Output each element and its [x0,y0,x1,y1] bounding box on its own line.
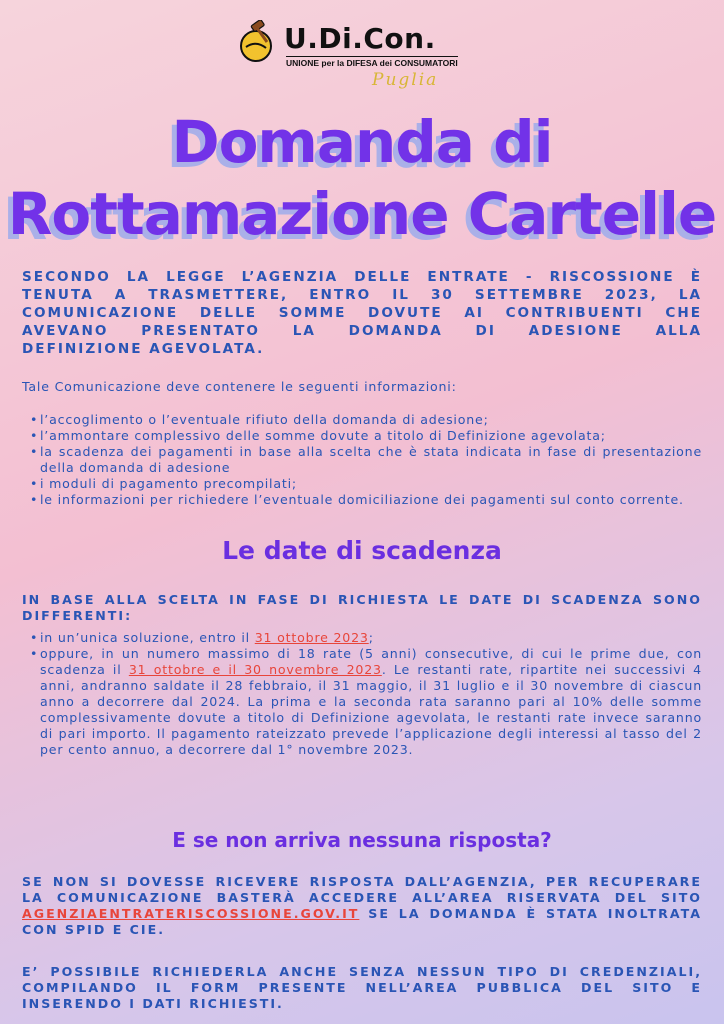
date-highlight: 31 ottobre 2023 [254,630,369,645]
item-text: ; [368,630,374,645]
dates-intro: IN BASE ALLA SCELTA IN FASE DI RICHIESTA LE DATE DI SCADENZA SONO DIFFERENTI: [22,592,702,623]
agency-website-link[interactable]: AGENZIAENTRATERISCOSSIONE.GOV.IT [22,906,360,921]
no-response-after: SE LA DOMANDA È STATA INOLTRATA CON SPID E CIE. [22,906,702,937]
page-title-line2: Rottamazione Cartelle [7,180,717,248]
list-item [30,646,702,758]
date-highlight: 31 ottobre e il 30 novembre 2023 [128,662,382,677]
list-item: • l’accoglimento o l’eventuale rifiuto della domanda di adesione; [30,412,702,428]
udicon-logo [236,14,476,94]
intro-line: DEFINIZIONE AGEVOLATA. [22,341,265,357]
page-title-line1: Domanda di [171,108,553,176]
no-response-before: SE NON SI DOVESSE RICEVERE RISPOSTA DALL’AGENZIA, PER RECUPERARE LA COMUNICAZIONE BASTERÀ ACCEDERE ALL’AREA RISERVATA DEL SITO [22,874,702,905]
dates-heading: Le date di scadenza [222,536,502,565]
intro-paragraph [22,268,702,358]
intro-line: SECONDO LA LEGGE L’AGENZIA DELLE ENTRATE - RISCOSSIONE È [22,269,702,285]
list-item [30,630,702,646]
intro-line: COMUNICAZIONE DELLE SOMME DOVUTE AI CONTRIBUENTI CHE [22,305,702,321]
possible-text: E’ POSSIBILE RICHIEDERLA ANCHE SENZA NESSUN TIPO DI CREDENZIALI, COMPILANDO IL FORM PRESENTE NELL’AREA PUBBLICA DEL SITO E INSERENDO I DATI RICHIESTI. [22,964,702,1011]
dates-list [30,630,702,758]
list-item: • la scadenza dei pagamenti in base alla scelta che è stata indicata in fase di presentazione della domanda di adesione [30,444,702,476]
item-text: in un’unica soluzione, entro il [40,630,255,645]
list-item: • le informazioni per richiedere l’eventuale domiciliazione dei pagamenti sul conto corrente. [30,492,702,508]
intro-line: AVEVANO PRESENTATO LA DOMANDA DI ADESIONE ALLA [22,323,702,339]
communication-intro: Tale Comunicazione deve contenere le seguenti informazioni: [22,379,457,394]
list-item: • l’ammontare complessivo delle somme dovute a titolo di Definizione agevolata; [30,428,702,444]
intro-line: TENUTA A TRASMETTERE, ENTRO IL 30 SETTEMBRE 2023, LA [22,287,702,303]
logo-subtitle: UNIONE per la DIFESA dei CONSUMATORI [286,58,458,68]
no-response-text [22,874,702,938]
item-text: oppure, in un numero massimo di 18 rate (5 anni) consecutive, di cui le prime due, con scadenza il [40,646,702,677]
no-response-heading: E se non arriva nessuna risposta? [172,828,552,852]
logo-region: Puglia [372,70,439,90]
gavel-logo-icon [236,20,280,64]
list-item: • i moduli di pagamento precompilati; [30,476,702,492]
communication-list [30,412,702,508]
item-text: . Le restanti rate, ripartite nei successivi 4 anni, andranno saldate il 28 febbraio, il 31 maggio, il 31 luglio e il 30 novembre di ciascun anno a decorrere dal 2024. La prima e la seconda rata saranno pari al 10% delle somme complessivamente dovute a titolo di Definizione agevolata, le restanti rate invece saranno di pari importo. Il pagamento rateizzato prevede l’applicazione degli interessi al tasso del 2 per cento annuo, a decorrere dal 1° novembre 2023. [40,662,702,757]
logo-name: U.Di.Con. [284,22,436,55]
